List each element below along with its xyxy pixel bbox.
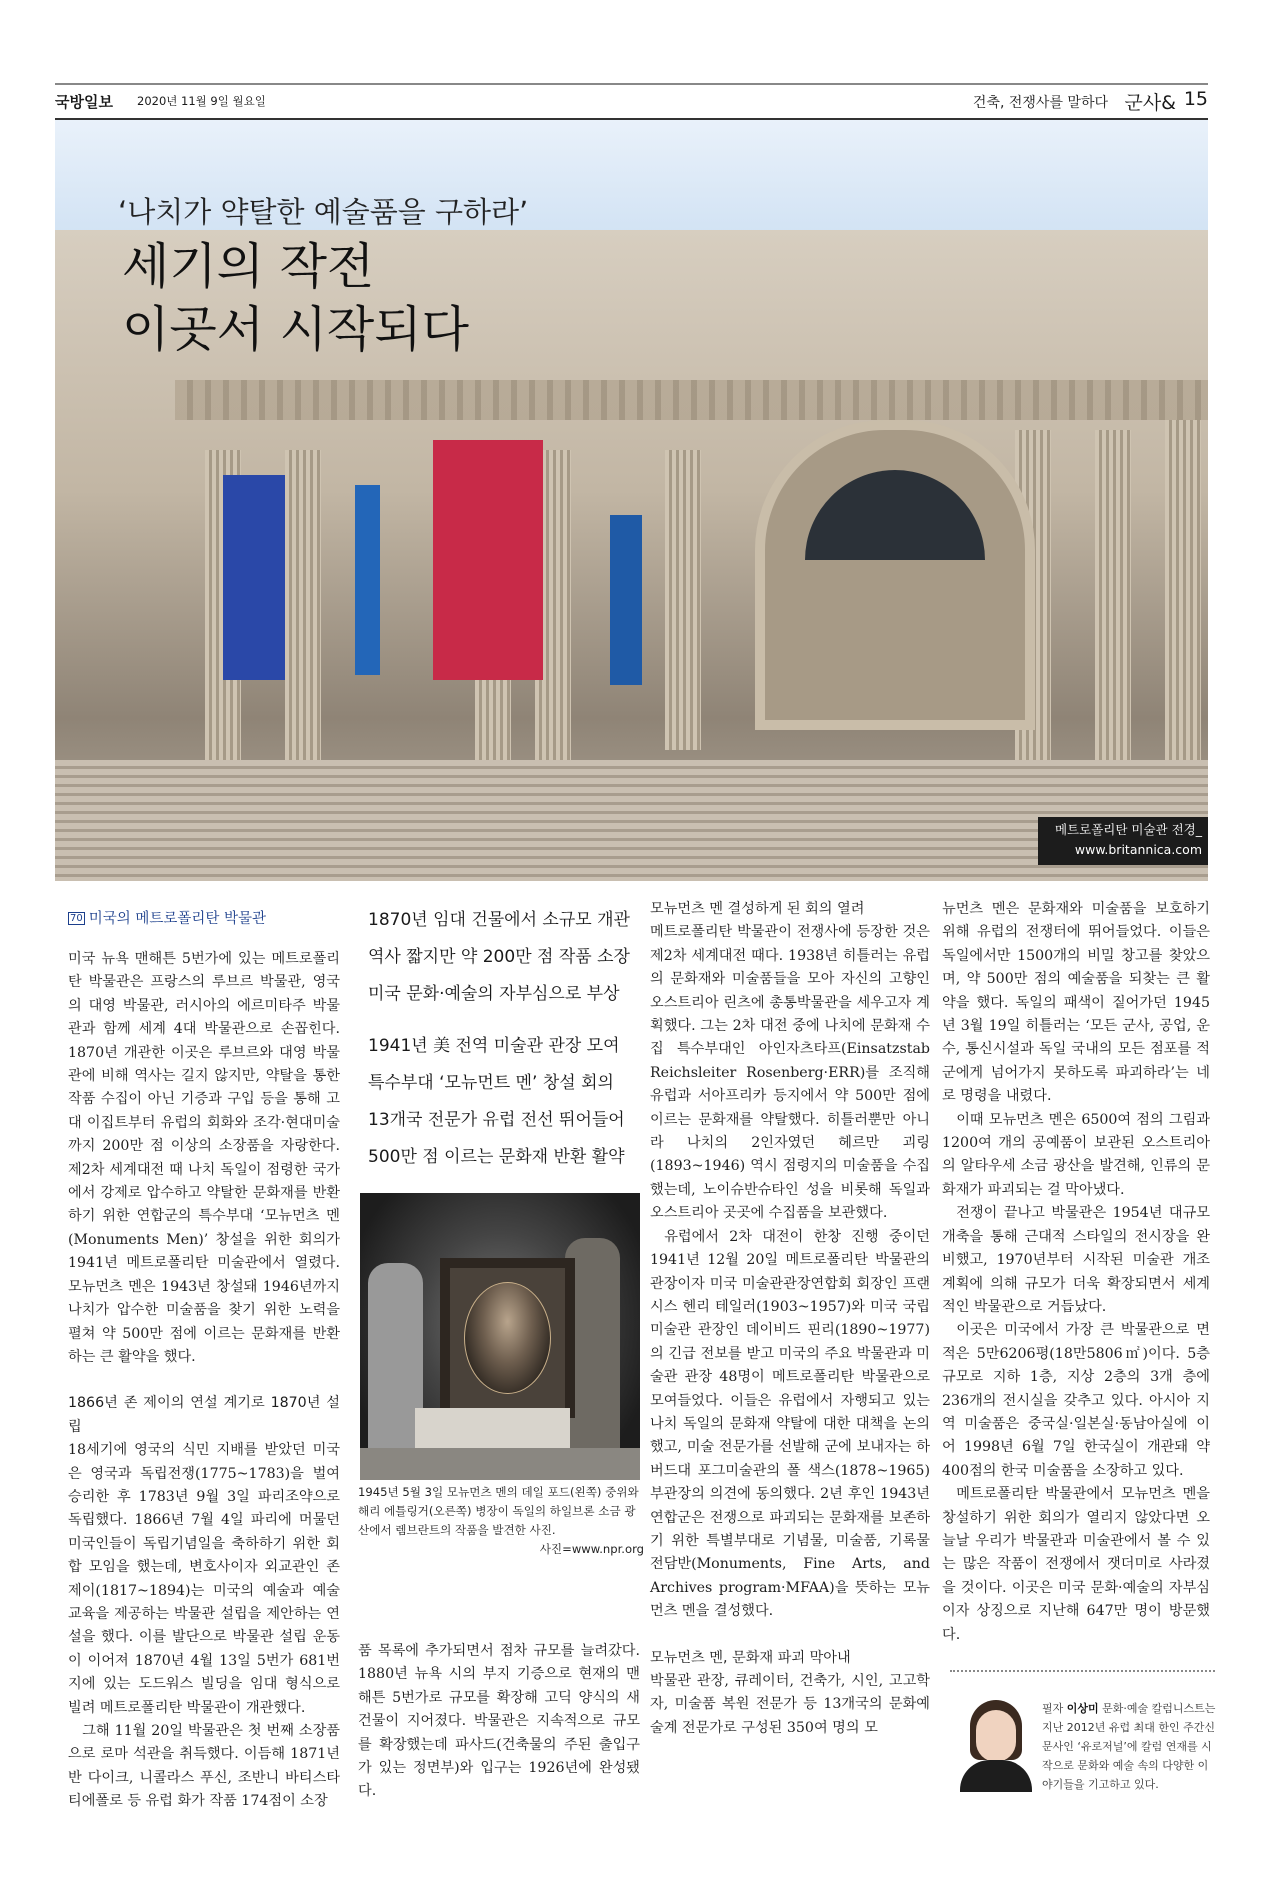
series-title: 미국의 메트로폴리탄 박물관 bbox=[88, 911, 267, 927]
paragraph: 18세기에 영국의 식민 지배를 받았던 미국은 영국과 독립전쟁(1775~1783)을 벌여 승리한 후 1783년 9월 3일 파리조약으로 독립했다. 1866년 7월 4일 파리에 머물던 미국인들이 독립기념일을 축하하기 위한 회합 모임을 했는데, 변호사이자 외교관인 존 제이(1817~1894)는 미국의 예술과 예술 교육을 제공하는 박물관 설립을 제안하는 연설을 했다. 이를 발단으로 박물관 설립 운동이 이어져 1870년 4월 13일 5번가 681번지에 있는 도드워스 빌딩을 임대 형식으로 빌려 메트로폴리탄 박물관이 개관했다. bbox=[68, 1442, 340, 1716]
monuments-men-photo bbox=[360, 1193, 640, 1480]
paragraph: 유럽에서 2차 대전이 한창 진행 중이던 1941년 12월 20일 메트로폴리탄 박물관의 관장이자 미국 미술관관장연합회 회장인 프랜시스 헨리 테일러(1903~1957)와 미국 국립미술관 관장인 데이비드 핀리(1890~1977)의 긴급 전보를 받고 미국의 주요 박물관과 미술관 관장 48명이 메트로폴리탄 박물관으로 모여들었다. 이들은 유럽에서 자행되고 있는 나치 독일의 문화재 약탈에 대한 대책을 논의했고, 미술 전문가를 선발해 군에 보내자는 하버드대 포그미술관의 폴 색스(1878~1965) 부관장의 의견에 동의했다. 2년 후인 1943년 연합군은 전쟁으로 파괴되는 문화재를 보존하기 위한 특별부대로 기념물, 미술품, 기록물 전담반(Monuments, Fine Arts, and Archives program·MFAA)을 뜻하는 모뉴먼츠 멘을 결성했다. bbox=[650, 1228, 930, 1620]
column bbox=[1095, 430, 1131, 760]
rembrandt-portrait bbox=[464, 1282, 551, 1394]
paragraph: 품 목록에 추가되면서 점차 규모를 늘려갔다. 1880년 뉴욕 시의 부지 기증으로 현재의 맨해튼 5번가로 규모를 확장해 고딕 양식의 새 건물이 지어졌다. 박물관은 지속적으로 규모를 확장했는데 파사드(건축물의 주된 출입구가 있는 정면부)와 입구는 1926년에 완성됐다. bbox=[358, 1643, 640, 1800]
headline-kicker: ‘나치가 약탈한 예술품을 구하라’ bbox=[118, 195, 529, 229]
author-name: 이상미 bbox=[1066, 1702, 1099, 1715]
author-label: 필자 bbox=[1042, 1702, 1064, 1715]
pull-quote-line: 역사 짧지만 약 200만 점 작품 소장 bbox=[368, 947, 630, 967]
paragraph: 뉴먼츠 멘은 문화재와 미술품을 보호하기 위해 유럽의 전쟁터에 뛰어들었다. 이들은 독일에서만 1500개의 비밀 창고를 찾았으며, 약 500만 점의 예술품을 되찾는 큰 활약을 했다. 독일의 패색이 짙어가던 1945년 3월 19일 히틀러는 ‘모든 군사, 공업, 운수, 통신시설과 독일 국내의 모든 점포를 적군에게 넘어가지 못하도록 파괴하라’는 네로 명령을 내렸다. bbox=[942, 901, 1210, 1105]
article-column-4 bbox=[942, 898, 1210, 1647]
hero-photo-caption bbox=[1038, 817, 1208, 865]
headline-line-2: 이곳서 시작되다 bbox=[122, 301, 469, 358]
category-label: 군사& bbox=[1124, 92, 1176, 114]
painting-frame bbox=[440, 1258, 575, 1418]
pull-quote-1 bbox=[368, 902, 658, 1013]
article-column-3 bbox=[650, 898, 930, 1740]
banner-ruhlmann bbox=[223, 475, 285, 680]
pull-quote-line: 1941년 美 전역 미술관 관장 모여 bbox=[368, 1036, 620, 1056]
newspaper-name: 국방일보 bbox=[55, 93, 113, 111]
banner-childe-hassam bbox=[433, 440, 543, 680]
front-steps bbox=[55, 760, 1208, 881]
arched-window bbox=[755, 420, 1035, 730]
photo-credit: 사진=www.npr.org bbox=[539, 1542, 644, 1556]
face bbox=[976, 1710, 1016, 1762]
headline bbox=[122, 235, 469, 361]
pull-quote-line: 500만 점 이르는 문화재 반환 활약 bbox=[368, 1147, 625, 1167]
page-number: 15 bbox=[1183, 88, 1208, 110]
pull-quote-line: 미국 문화·예술의 자부심으로 부상 bbox=[368, 984, 620, 1004]
pull-quote-2 bbox=[368, 1028, 658, 1176]
banner-small-right bbox=[610, 515, 642, 685]
paragraph: 전쟁이 끝나고 박물관은 1954년 대규모 개축을 통해 근대적 스타일의 전시장을 완비했고, 1970년부터 시작된 미술관 개조 계획에 의해 규모가 더욱 확장되면서 세계적인 박물관으로 거듭났다. bbox=[942, 1205, 1210, 1315]
column bbox=[665, 450, 701, 750]
subheading: 모뉴먼츠 멘, 문화재 파괴 막아내 bbox=[650, 1649, 851, 1666]
paragraph: 메트로폴리탄 박물관이 전쟁사에 등장한 것은 제2차 세계대전 때다. 1938년 히틀러는 유럽의 문화재와 미술품들을 모아 자신의 고향인 오스트리아 린츠에 총통박물관을 세우고자 계획했다. 그는 2차 대전 중에 나치에 문화재 수집 특수부대인 아인자츠타프(Einsatzstab Reichsleiter Rosenberg·ERR)를 조직해 유럽과 서아프리카 등지에서 약 500만 점에 이르는 문화재를 약탈했다. 히틀러뿐만 아니라 나치의 2인자였던 헤르만 괴링(1893~1946) 역시 점령지의 미술품을 수집했는데, 노이슈반슈타인 성을 비롯해 독일과 오스트리아 곳곳에 수집품을 보관했다. bbox=[650, 924, 930, 1222]
facade-cornice bbox=[175, 380, 1208, 420]
author-photo bbox=[960, 1700, 1032, 1792]
banner-small-left bbox=[355, 485, 380, 675]
paragraph: 메트로폴리탄 박물관에서 모뉴먼츠 멘을 창설하기 위한 회의가 열리지 않았다면 오늘날 우리가 박물관과 미술관에서 볼 수 있는 많은 작품이 전쟁에서 잿더미로 사라졌을 것이다. 이곳은 미국 문화·예술의 자부심이자 상징으로 지난해 647만 명이 방문했다. bbox=[942, 1486, 1210, 1643]
series-label bbox=[68, 907, 266, 928]
page-header bbox=[55, 83, 1208, 121]
headline-line-1: 세기의 작전 bbox=[122, 238, 375, 295]
author-box bbox=[950, 1670, 1216, 1791]
article-column-1 bbox=[68, 948, 340, 1814]
caption-source: www.britannica.com bbox=[1074, 842, 1202, 857]
column bbox=[285, 450, 321, 770]
window-glass bbox=[805, 470, 985, 560]
subheading: 1866년 존 제이의 연설 계기로 1870년 설립 bbox=[68, 1395, 340, 1435]
photo-caption: 1945년 5월 3일 모뉴먼츠 멘의 데일 포드(왼쪽) 중위와 해리 에틀링거(오른쪽) 병장이 독일의 하일브론 소금 광산에서 렘브란트의 작품을 발견한 사진. bbox=[358, 1485, 639, 1537]
jacket bbox=[960, 1760, 1032, 1792]
article-column-2 bbox=[358, 1640, 640, 1804]
column bbox=[1165, 420, 1201, 760]
caption-text: 메트로폴리탄 미술관 전경_ bbox=[1054, 822, 1202, 837]
paragraph: 미국 뉴욕 맨해튼 5번가에 있는 메트로폴리탄 박물관은 프랑스의 루브르 박물관, 영국의 대영 박물관, 러시아의 에르미타주 박물관과 함께 세계 4대 박물관으로 손꼽힌다. 1870년 개관한 이곳은 루브르와 대영 박물관에 비해 역사는 길지 않지만, 약탈을 통한 작품 수집이 아닌 기증과 구입 등을 통해 고대 이집트부터 유럽의 회화와 조각·현대미술까지 200만 점 이상의 소장품을 자랑한다. 제2차 세계대전 때 나치 독일이 점령한 국가에서 강제로 압수하고 약탈한 문화재를 반환하기 위한 연합군의 특수부대 ‘모뉴먼츠 멘(Monuments Men)’ 창설을 위한 회의가 1941년 메트로폴리탄 미술관에서 열렸다. 모뉴먼츠 멘은 1943년 창설돼 1946년까지 나치가 압수한 미술품을 찾기 위한 노력을 펼쳐 약 500만 점에 이르는 문화재를 반환하는 큰 활약을 했다. bbox=[68, 951, 340, 1365]
paragraph: 박물관 관장, 큐레이터, 건축가, 시인, 고고학자, 미술품 복원 전문가 등 13개국의 문화예술계 전문가로 구성된 350여 명의 모 bbox=[650, 1673, 930, 1736]
paragraph: 이곳은 미국에서 가장 큰 박물관으로 면적은 5만6206평(18만5806㎡)이다. 5층 규모로 지하 1층, 지상 2층의 3개 층에 236개의 전시실을 갖추고 있다. 아시아 지역 미술품은 중국실·일본실·동남아실에 이어 1998년 6월 7일 한국실이 개관돼 약 400점의 한국 미술품을 소장하고 있다. bbox=[942, 1322, 1210, 1479]
pull-quote-line: 1870년 임대 건물에서 소규모 개관 bbox=[368, 910, 630, 930]
author-bio-text: 문화·예술 칼럼니스트는 지난 2012년 유럽 최대 한인 주간신문사인 ‘유로저널’에 칼럼 연재를 시작으로 문화와 예술 속의 다양한 이야기들을 기고하고 있다. bbox=[1042, 1702, 1216, 1791]
subheading: 모뉴먼츠 멘 결성하게 된 회의 열려 bbox=[650, 901, 865, 917]
paragraph: 이때 모뉴먼츠 멘은 6500여 점의 그림과 1200여 개의 공예품이 보관된 오스트리아의 알타우세 소금 광산을 발견해, 인류의 문화재가 파괴되는 걸 막아냈다. bbox=[942, 1111, 1210, 1198]
pull-quote-line: 13개국 전문가 유럽 전선 뛰어들어 bbox=[368, 1110, 625, 1130]
paragraph: 그해 11월 20일 박물관은 첫 번째 소장품으로 로마 석관을 취득했다. 이듬해 1871년 반 다이크, 니콜라스 푸신, 조반니 바티스타 티에폴로 등 유럽 화가 작품 174점이 소장 bbox=[68, 1723, 340, 1810]
pull-quote-line: 특수부대 ‘모뉴먼트 멘’ 창설 회의 bbox=[368, 1073, 614, 1093]
series-number: 70 bbox=[70, 913, 83, 924]
issue-date: 2020년 11월 9일 월요일 bbox=[137, 94, 266, 108]
section-title: 건축, 전쟁사를 말하다 bbox=[972, 95, 1108, 111]
mine-floor bbox=[360, 1448, 640, 1480]
author-bio bbox=[1042, 1699, 1217, 1794]
